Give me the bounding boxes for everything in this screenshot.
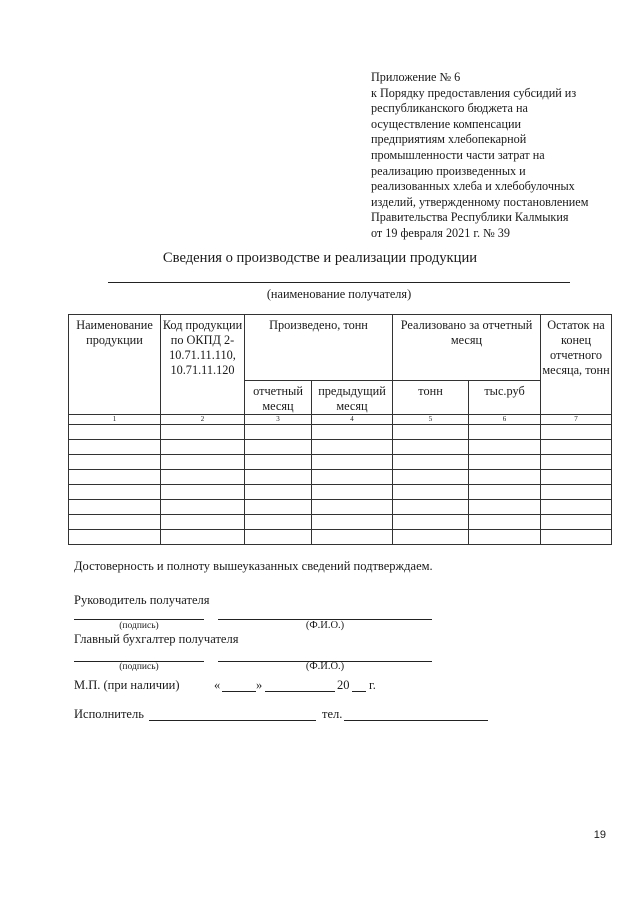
accountant-signature-caption: (подпись) bbox=[119, 662, 159, 672]
table-cell bbox=[69, 485, 161, 500]
table-cell bbox=[393, 470, 469, 485]
subheader-previous-month: предыдущий месяц bbox=[312, 381, 393, 415]
production-sales-table bbox=[68, 314, 612, 545]
table-row bbox=[69, 485, 612, 500]
appendix-line: предприятиям хлебопекарной bbox=[371, 132, 527, 147]
table-cell bbox=[393, 440, 469, 455]
column-number: 3 bbox=[245, 415, 312, 425]
table-cell bbox=[161, 470, 245, 485]
appendix-line: от 19 февраля 2021 г. № 39 bbox=[371, 225, 510, 240]
table-cell bbox=[245, 440, 312, 455]
date-year-line bbox=[352, 691, 366, 692]
subheader-reporting-month: отчетный месяц bbox=[245, 381, 312, 415]
table-cell bbox=[69, 470, 161, 485]
table-row bbox=[69, 530, 612, 545]
table-cell bbox=[312, 500, 393, 515]
table-cell bbox=[69, 440, 161, 455]
table-cell bbox=[69, 530, 161, 545]
appendix-line: республиканского бюджета на bbox=[371, 101, 528, 116]
table-row bbox=[69, 425, 612, 440]
table-row bbox=[69, 500, 612, 515]
column-number: 4 bbox=[312, 415, 393, 425]
date-day-line bbox=[222, 691, 256, 692]
head-label: Руководитель получателя bbox=[74, 593, 210, 607]
table-cell bbox=[541, 425, 612, 440]
table-cell bbox=[541, 515, 612, 530]
table-cell bbox=[541, 485, 612, 500]
table-cell bbox=[469, 425, 541, 440]
table-cell bbox=[245, 485, 312, 500]
table-cell bbox=[69, 500, 161, 515]
table-cell bbox=[245, 470, 312, 485]
table-cell bbox=[469, 530, 541, 545]
table-cell bbox=[245, 530, 312, 545]
date-month-line bbox=[265, 691, 335, 692]
table-cell bbox=[312, 515, 393, 530]
head-signature-line bbox=[74, 619, 204, 620]
header-sold: Реализовано за отчетный месяц bbox=[393, 315, 541, 381]
table-cell bbox=[393, 500, 469, 515]
phone-line bbox=[344, 720, 488, 721]
phone-label: тел. bbox=[322, 707, 343, 721]
table-cell bbox=[312, 530, 393, 545]
table-cell bbox=[161, 440, 245, 455]
subheader-tons: тонн bbox=[393, 381, 469, 415]
accountant-label: Главный бухгалтер получателя bbox=[74, 632, 239, 646]
table-cell bbox=[469, 440, 541, 455]
table-row bbox=[69, 440, 612, 455]
head-signature-caption: (подпись) bbox=[119, 621, 159, 631]
header-remainder: Остаток на конец отчетного месяца, тонн bbox=[541, 315, 612, 415]
table-cell bbox=[393, 485, 469, 500]
table-cell bbox=[312, 470, 393, 485]
appendix-line: изделий, утвержденному постановлением bbox=[371, 194, 589, 209]
table-cell bbox=[161, 455, 245, 470]
table-cell bbox=[161, 425, 245, 440]
recipient-name-line bbox=[108, 282, 570, 283]
header-product-code: Код продукции по ОКПД 2-10.71.11.110, 10.71.11.120 bbox=[161, 315, 245, 415]
table-cell bbox=[393, 530, 469, 545]
table-cell bbox=[161, 500, 245, 515]
table-cell bbox=[393, 455, 469, 470]
table-cell bbox=[541, 530, 612, 545]
table-cell bbox=[161, 530, 245, 545]
column-numbers-row bbox=[69, 415, 612, 425]
page-number: 19 bbox=[593, 829, 606, 841]
header-product-name: Наименование продукции bbox=[69, 315, 161, 415]
appendix-line: реализованных хлеба и хлебобулочных bbox=[371, 179, 575, 194]
stamp-label: М.П. (при наличии) bbox=[74, 678, 180, 692]
table-cell bbox=[393, 425, 469, 440]
date-quote-open: « bbox=[214, 678, 221, 692]
column-number: 7 bbox=[541, 415, 612, 425]
table-cell bbox=[312, 440, 393, 455]
column-number: 2 bbox=[161, 415, 245, 425]
document-title: Сведения о производстве и реализации продукции bbox=[162, 250, 478, 266]
table-cell bbox=[541, 455, 612, 470]
table-row bbox=[69, 470, 612, 485]
column-number: 5 bbox=[393, 415, 469, 425]
table-row bbox=[69, 455, 612, 470]
recipient-caption: (наименование получателя) bbox=[266, 287, 412, 301]
subheader-thousand-rub: тыс.руб bbox=[469, 381, 541, 415]
date-quote-close: » bbox=[256, 678, 263, 692]
table-cell bbox=[161, 485, 245, 500]
column-number: 1 bbox=[69, 415, 161, 425]
table-cell bbox=[312, 485, 393, 500]
table-row bbox=[69, 515, 612, 530]
table-cell bbox=[245, 425, 312, 440]
appendix-line: к Порядку предоставления субсидий из bbox=[371, 85, 577, 100]
executor-line bbox=[149, 720, 316, 721]
confirmation-text: Достоверность и полноту вышеуказанных сведений подтверждаем. bbox=[74, 559, 433, 573]
table-cell bbox=[245, 455, 312, 470]
table-cell bbox=[69, 455, 161, 470]
table-cell bbox=[312, 425, 393, 440]
column-number: 6 bbox=[469, 415, 541, 425]
date-year-suffix: г. bbox=[369, 678, 376, 692]
table-cell bbox=[393, 515, 469, 530]
appendix-line: промышленности части затрат на bbox=[371, 147, 545, 162]
table-cell bbox=[469, 485, 541, 500]
table-cell bbox=[245, 515, 312, 530]
date-year-prefix: 20 bbox=[337, 678, 350, 692]
table-cell bbox=[69, 425, 161, 440]
header-produced: Произведено, тонн bbox=[245, 315, 393, 381]
table-cell bbox=[245, 500, 312, 515]
table-cell bbox=[541, 440, 612, 455]
appendix-line: Приложение № 6 bbox=[371, 70, 461, 84]
table-cell bbox=[69, 515, 161, 530]
table-cell bbox=[312, 455, 393, 470]
appendix-line: осуществление компенсации bbox=[371, 116, 522, 131]
head-fio-caption: (Ф.И.О.) bbox=[305, 620, 345, 631]
accountant-fio-caption: (Ф.И.О.) bbox=[305, 661, 345, 672]
appendix-block bbox=[371, 70, 631, 242]
appendix-line: Правительства Республики Калмыкия bbox=[371, 210, 569, 225]
table-cell bbox=[541, 500, 612, 515]
appendix-line: реализацию произведенных и bbox=[371, 163, 526, 178]
executor-label: Исполнитель bbox=[74, 707, 144, 721]
table-cell bbox=[541, 470, 612, 485]
table-cell bbox=[469, 515, 541, 530]
table-cell bbox=[469, 455, 541, 470]
table-cell bbox=[469, 500, 541, 515]
table-cell bbox=[161, 515, 245, 530]
table-cell bbox=[469, 470, 541, 485]
